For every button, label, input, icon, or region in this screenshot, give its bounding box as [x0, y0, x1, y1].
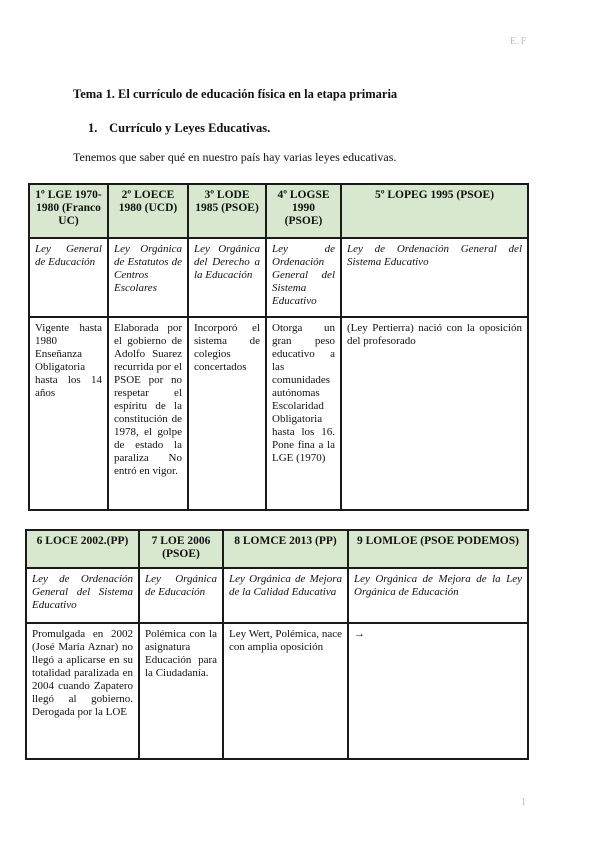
law-description: Ley Wert, Polémica, nace con amplia oposición	[223, 623, 348, 759]
law-name: Ley Orgánica de Estatutos de Centros Escolares	[108, 238, 188, 317]
law-header: 6 LOCE 2002.(PP)	[26, 530, 139, 568]
law-description: Promulgada en 2002 (José María Aznar) no llegó a aplicarse en su totalidad paralizada en 2004 cuando Zapatero llegó al gobierno. Derogada por la LOE	[26, 623, 139, 759]
law-name: Ley Orgánica de Mejora de la Calidad Educativa	[223, 568, 348, 623]
law-header: 9 LOMLOE (PSOE PODEMOS)	[348, 530, 528, 568]
law-description: Vigente hasta 1980 Enseñanza Obligatoria hasta los 14 años	[29, 317, 108, 510]
law-header: 1º LGE 1970-1980 (Franco UC)	[29, 184, 108, 238]
law-header: 5º LOPEG 1995 (PSOE)	[341, 184, 528, 238]
law-name: Ley Orgánica de Educación	[139, 568, 223, 623]
law-header: 8 LOMCE 2013 (PP)	[223, 530, 348, 568]
law-description: Elaborada por el gobierno de Adolfo Suarez recurrida por el PSOE por no respetar el espíritu de la constitución de 1978, el golpe de estado la paraliza No entró en vigor.	[108, 317, 188, 510]
law-description: Polémica con la asignatura Educación para la Ciudadanía.	[139, 623, 223, 759]
laws-table-1	[28, 183, 529, 511]
law-name: Ley de Ordenación General del Sistema Educativo	[341, 238, 528, 317]
law-name: Ley General de Educación	[29, 238, 108, 317]
laws-table-2	[25, 529, 529, 760]
page-title: Tema 1. El currículo de educación física en la etapa primaria	[73, 87, 398, 101]
law-name: Ley de Ordenación General del Sistema Educativo	[266, 238, 341, 317]
law-name: Ley Orgánica del Derecho a la Educación	[188, 238, 266, 317]
section-heading	[88, 121, 270, 136]
intro-text: Tenemos que saber qué en nuestro país hay varias leyes educativas.	[73, 150, 397, 164]
section-label: Currículo y Leyes Educativas.	[109, 121, 271, 135]
law-header: 4º LOGSE 1990 (PSOE)	[266, 184, 341, 238]
law-description: →	[348, 623, 528, 759]
page-number: 1	[521, 797, 526, 808]
law-name: Ley de Ordenación General del Sistema Educativo	[26, 568, 139, 623]
law-description: Otorga un gran peso educativo a las comunidades autónomas Escolaridad Obligatoria hasta los 16. Pone fina a la LGE (1970)	[266, 317, 341, 510]
law-description: (Ley Pertierra) nació con la oposición del profesorado	[341, 317, 528, 510]
table-row-law-names	[26, 568, 528, 623]
header-tag: E.F	[510, 36, 528, 47]
table-row-law-descriptions	[29, 317, 528, 510]
table-row-law-names	[29, 238, 528, 317]
law-header: 7 LOE 2006 (PSOE)	[139, 530, 223, 568]
law-header: 3º LODE 1985 (PSOE)	[188, 184, 266, 238]
table-header-row	[26, 530, 528, 568]
law-name: Ley Orgánica de Mejora de la Ley Orgánica de Educación	[348, 568, 528, 623]
table-header-row	[29, 184, 528, 238]
table-row-law-descriptions	[26, 623, 528, 759]
law-description: Incorporó el sistema de colegios concertados	[188, 317, 266, 510]
section-number: 1.	[88, 121, 98, 135]
law-header: 2º LOECE 1980 (UCD)	[108, 184, 188, 238]
